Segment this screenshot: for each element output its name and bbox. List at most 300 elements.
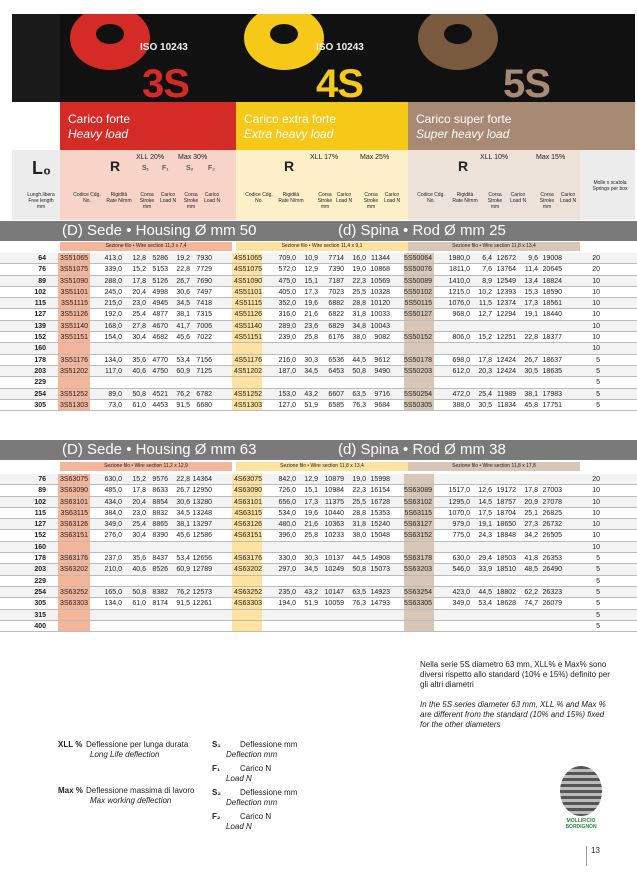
table-cell: 12374 <box>496 300 516 308</box>
table-cell: 434,0 <box>104 498 122 506</box>
free-length-cell: 178 <box>34 555 46 563</box>
table-cell: 26732 <box>542 521 562 529</box>
free-length-cell: 127 <box>34 311 46 319</box>
table-cell: 4945 <box>152 300 168 308</box>
table-cell: 5126 <box>152 277 168 285</box>
table-cell: 50,8 <box>352 367 366 375</box>
table-cell: 51,9 <box>304 401 318 409</box>
table-cell: 127,0 <box>278 401 296 409</box>
table-cell: 38,1 <box>176 521 190 529</box>
hero-5s <box>408 14 635 102</box>
table-cell: 3S63151 <box>59 532 88 540</box>
table-cell: 339,0 <box>104 266 122 274</box>
table-cell: 1811,0 <box>449 266 470 274</box>
table-cell: 26,7 <box>524 356 538 364</box>
table-cell: 3S63090 <box>59 487 88 495</box>
table-row <box>0 264 637 275</box>
table-cell: 8174 <box>152 600 168 608</box>
free-length-cell: 315 <box>34 611 46 619</box>
table-cell: 384,0 <box>104 509 122 517</box>
free-length-cell: 160 <box>34 543 46 551</box>
table-cell: 5 <box>596 611 600 619</box>
table-cell: 612,0 <box>452 367 470 375</box>
table-cell: 20,4 <box>132 498 146 506</box>
table-cell: 7690 <box>196 277 212 285</box>
table-cell: 4S51126 <box>234 311 262 319</box>
table-cell: 27,3 <box>524 521 538 529</box>
table-cell: 25,5 <box>352 498 366 506</box>
table-cell: 10033 <box>370 311 390 319</box>
table-row <box>0 485 637 496</box>
table-cell: 19,6 <box>304 300 318 308</box>
table-cell: 12549 <box>496 277 516 285</box>
table-cell: 7315 <box>196 311 212 319</box>
table-cell: 630,0 <box>104 476 122 483</box>
table-cell: 7930 <box>196 255 212 262</box>
table-cell: 38,1 <box>524 390 538 398</box>
table-cell: 7497 <box>196 288 212 296</box>
table-cell: 10 <box>592 521 600 529</box>
table-cell: 979,0 <box>452 521 470 529</box>
table-cell: 5 <box>596 401 600 409</box>
free-length-label: Lungh.libera Free length mm <box>27 192 55 210</box>
table-cell: 26,7 <box>176 487 190 495</box>
table-cell: 14,5 <box>478 498 492 506</box>
free-length-cell: 203 <box>34 566 46 574</box>
free-length-cell: 115 <box>34 509 46 517</box>
table-cell: 10137 <box>324 555 344 563</box>
section1-band <box>0 221 637 241</box>
table-cell: 210,0 <box>104 566 122 574</box>
legend-s2: S₂ Deflessione mm Deflection mm <box>212 788 298 807</box>
table-cell: 6680 <box>196 401 212 409</box>
table-cell: 34,5 <box>304 367 318 375</box>
table-cell: 4S51252 <box>233 390 262 398</box>
table-cell: 20,9 <box>524 498 538 506</box>
table-cell: 11,4 <box>524 266 538 274</box>
table-cell: 3S51303 <box>59 401 88 409</box>
spring-5s-image <box>418 14 498 70</box>
table-cell: 19,0 <box>352 266 366 274</box>
table-cell: 18503 <box>496 555 516 563</box>
table-cell: 15240 <box>370 521 390 529</box>
table-cell: 485,0 <box>104 487 122 495</box>
table-cell: 91,5 <box>176 600 190 608</box>
table-cell: 194,0 <box>278 600 296 608</box>
table-cell: 10 <box>592 300 600 308</box>
table-cell: 12393 <box>496 288 516 296</box>
free-length-cell: 115 <box>34 300 46 308</box>
table-cell: 6829 <box>328 322 344 330</box>
table-cell: 16728 <box>370 498 390 506</box>
logo-text: MOLLIFICIO BORDIGNON <box>565 818 597 830</box>
table-cell: 14923 <box>370 588 390 596</box>
table-cell: 9,6 <box>528 255 538 262</box>
table-cell: 9576 <box>152 476 168 483</box>
table-cell: 12586 <box>192 532 212 540</box>
table-cell: 19,1 <box>478 521 492 529</box>
table-cell: 41,7 <box>176 322 190 330</box>
load-3s: Carico forte Heavy load <box>60 102 236 150</box>
free-length-cell: 229 <box>34 577 46 585</box>
code-5s: 5S <box>503 62 550 102</box>
table-cell: 388,0 <box>452 401 470 409</box>
table-cell: 8,9 <box>482 277 492 285</box>
table-cell: 91,5 <box>176 401 190 409</box>
table-cell: 30,6 <box>176 288 190 296</box>
table-row <box>0 576 637 587</box>
table-cell: 215,0 <box>104 300 122 308</box>
table-row <box>0 587 637 598</box>
housing-50: (D) Sede • Housing Ø mm 50 <box>62 222 257 239</box>
table-cell: 806,0 <box>452 334 470 342</box>
table-cell: 9612 <box>374 356 390 364</box>
table-cell: 5 <box>596 367 600 375</box>
code-3s: 3S <box>142 62 189 102</box>
table-cell: 5 <box>596 390 600 398</box>
free-length-cell: 127 <box>34 521 46 529</box>
table-cell: 43,2 <box>304 588 318 596</box>
table-cell: 22,3 <box>352 487 366 495</box>
table-cell: 656,0 <box>278 498 296 506</box>
table-cell: 18757 <box>496 498 516 506</box>
table-cell: 10043 <box>370 322 390 330</box>
table-row <box>0 553 637 564</box>
table-cell: 18824 <box>542 277 562 285</box>
table-cell: 5 <box>596 566 600 574</box>
table-cell: 10 <box>592 487 600 495</box>
table-row <box>0 276 637 287</box>
table-cell: 25,5 <box>352 288 366 296</box>
table-cell: 4S51176 <box>234 356 262 364</box>
logo-spring-image <box>560 766 602 816</box>
hero-edge <box>12 14 60 102</box>
table-cell: 3S51140 <box>60 322 88 330</box>
table-cell: 12,7 <box>478 311 492 319</box>
table-cell: 19,0 <box>352 476 366 483</box>
table-cell: 5S63089 <box>403 487 432 495</box>
table-cell: 19,6 <box>304 509 318 517</box>
table-cell: 12424 <box>496 356 516 364</box>
table-cell: 17,8 <box>132 487 146 495</box>
table-cell: 3S51075 <box>59 266 88 274</box>
table-cell: 4S63176 <box>233 555 262 563</box>
table-cell: 10363 <box>324 521 344 529</box>
table-cell: 5S63152 <box>403 532 432 540</box>
free-length-cell: 102 <box>34 288 46 296</box>
table-cell: 10 <box>592 498 600 506</box>
table-row <box>0 298 637 309</box>
table-cell: 4S63303 <box>233 600 262 608</box>
table-cell: 18650 <box>496 521 516 529</box>
table-cell: 12,9 <box>304 476 318 483</box>
table-cell: 4S63075 <box>233 476 262 483</box>
table-cell: 8390 <box>152 532 168 540</box>
table-cell: 22,8 <box>176 266 190 274</box>
table-cell: 12261 <box>192 600 212 608</box>
table-cell: 14364 <box>192 476 212 483</box>
table-cell: 25,1 <box>524 509 538 517</box>
table-row <box>0 400 637 411</box>
table-cell: 4S51065 <box>233 255 262 262</box>
table-cell: 12789 <box>192 566 212 574</box>
table-cell: 5 <box>596 622 600 630</box>
table-cell: 10 <box>592 509 600 517</box>
table-cell: 19,2 <box>176 255 190 262</box>
table-cell: 10 <box>592 334 600 342</box>
table-cell: 8526 <box>152 566 168 574</box>
table-cell: 19008 <box>542 255 562 262</box>
table-cell: 5 <box>596 600 600 608</box>
table-cell: 43,2 <box>304 390 318 398</box>
table-cell: 3S51176 <box>60 356 88 364</box>
table-row <box>0 530 637 541</box>
table-cell: 48,5 <box>524 566 538 574</box>
table-cell: 276,0 <box>104 532 122 540</box>
table-row <box>0 598 637 609</box>
table-cell: 8854 <box>152 498 168 506</box>
table-cell: 19172 <box>496 487 516 495</box>
table-cell: 9684 <box>374 401 390 409</box>
table-cell: 14908 <box>370 555 390 563</box>
table-cell: 44,5 <box>478 588 492 596</box>
table-cell: 5S63115 <box>404 509 432 517</box>
table-cell: 44,5 <box>352 356 366 364</box>
table-cell: 4S51075 <box>233 266 262 274</box>
table-cell: 10984 <box>324 487 344 495</box>
table-cell: 31,8 <box>352 521 366 529</box>
table-cell: 38,1 <box>176 311 190 319</box>
table-cell: 4682 <box>152 334 168 342</box>
table-cell: 13280 <box>192 498 212 506</box>
free-length-cell: 305 <box>34 401 46 409</box>
table-cell: 5S63102 <box>403 498 432 506</box>
hero-banner <box>12 14 635 102</box>
table-cell: 245,0 <box>104 288 122 296</box>
table-cell: 5S50152 <box>403 334 432 342</box>
table-cell: 187,0 <box>278 367 296 375</box>
table-cell: 352,0 <box>278 300 296 308</box>
table-cell: 3S51101 <box>60 288 88 296</box>
housing-63: (D) Sede • Housing Ø mm 63 <box>62 441 257 458</box>
table-cell: 630,0 <box>452 555 470 563</box>
table-cell: 5 <box>596 588 600 596</box>
table-cell: 10 <box>592 543 600 551</box>
table-cell: 316,0 <box>278 311 296 319</box>
table-cell: 17983 <box>542 390 562 398</box>
table-cell: 26,7 <box>176 277 190 285</box>
legend-max: Max % Deflessione massima di lavoro Max working deflection <box>58 786 195 805</box>
table-cell: 134,0 <box>104 356 122 364</box>
table-cell: 10440 <box>324 509 344 517</box>
table-cell: 5S50254 <box>403 390 432 398</box>
table-cell: 35,6 <box>132 555 146 563</box>
table-cell: 31,8 <box>352 311 366 319</box>
table-row <box>0 366 637 377</box>
table-cell: 10233 <box>324 532 344 540</box>
free-length-cell: 89 <box>38 487 46 495</box>
table-cell: 20 <box>592 255 600 262</box>
code-4s: 4S <box>316 62 363 102</box>
table-cell: 11375 <box>325 498 344 506</box>
table-cell: 44,5 <box>352 555 366 563</box>
table-cell: 62,2 <box>524 588 538 596</box>
table-cell: 17751 <box>542 401 562 409</box>
table-cell: 53,4 <box>176 555 190 563</box>
table-cell: 13,4 <box>524 277 538 285</box>
free-length-cell: 178 <box>34 356 46 364</box>
table-cell: 842,0 <box>278 476 296 483</box>
table-cell: 216,0 <box>278 356 296 364</box>
table-cell: 6,4 <box>482 255 492 262</box>
table-cell: 8832 <box>152 509 168 517</box>
table-cell: 15,1 <box>304 277 318 285</box>
table-cell: 168,0 <box>104 322 122 330</box>
table-cell: 8865 <box>152 521 168 529</box>
table-cell: 45,6 <box>176 532 190 540</box>
table-cell: 7156 <box>196 356 212 364</box>
table-cell: 76,3 <box>352 401 366 409</box>
table-cell: 25,4 <box>132 521 146 529</box>
section2-band <box>0 440 637 460</box>
table-cell: 15073 <box>370 566 390 574</box>
table-cell: 18377 <box>542 334 562 342</box>
table-cell: 34,2 <box>524 532 538 540</box>
table-cell: 4S63202 <box>233 566 262 574</box>
table-cell: 6882 <box>328 300 344 308</box>
table-row <box>0 497 637 508</box>
free-length-cell: 160 <box>34 345 46 353</box>
table-cell: 968,0 <box>452 311 470 319</box>
table-cell: 34,8 <box>352 322 366 330</box>
table-cell: 8633 <box>152 487 168 495</box>
table-cell: 11344 <box>371 255 390 262</box>
table-cell: 1076,0 <box>448 300 470 308</box>
table-cell: 9490 <box>374 367 390 375</box>
table-cell: 50,8 <box>132 588 146 596</box>
legend-xll: XLL % Deflessione per lunga durata Long Life deflection <box>58 740 189 759</box>
table-cell: 61,0 <box>132 401 146 409</box>
table-cell: 18848 <box>496 532 516 540</box>
free-length-cell: 139 <box>34 322 46 330</box>
table-cell: 15048 <box>370 532 390 540</box>
table-cell: 349,0 <box>452 600 470 608</box>
table-cell: 3S51126 <box>60 311 88 319</box>
table-cell: 20 <box>592 476 600 483</box>
table-cell: 12672 <box>496 255 516 262</box>
table-cell: 17,5 <box>478 509 492 517</box>
table-cell: 289,0 <box>278 322 296 330</box>
table-cell: 18590 <box>542 288 562 296</box>
load-row <box>12 102 635 150</box>
table-cell: 26490 <box>542 566 562 574</box>
table-cell: 192,0 <box>104 311 122 319</box>
table-cell: 15,2 <box>478 334 492 342</box>
spring-3s-image <box>70 14 150 70</box>
load-4s: Carico extra forte Extra heavy load <box>236 102 408 150</box>
table-cell: 6453 <box>328 367 344 375</box>
table-cell: 7187 <box>328 277 344 285</box>
table-cell: 30,4 <box>132 532 146 540</box>
table-cell: 1517,0 <box>448 487 470 495</box>
table-cell: 17,3 <box>524 300 538 308</box>
table-cell: 5S50089 <box>403 277 432 285</box>
table-row <box>0 309 637 320</box>
table-cell: 288,0 <box>104 277 122 285</box>
table-row <box>0 332 637 343</box>
table-cell: 11,5 <box>478 300 492 308</box>
table-cell: 4453 <box>152 401 168 409</box>
table-cell: 10 <box>592 288 600 296</box>
table-cell: 41,8 <box>524 555 538 563</box>
table-cell: 4998 <box>152 288 168 296</box>
table-cell: 4670 <box>152 322 168 330</box>
free-length-cell: 76 <box>38 266 46 274</box>
table-cell: 12294 <box>496 311 516 319</box>
note-it: Nella serie 5S diametro 63 mm, XLL% e Max% sono diversi rispetto allo standard (10% e 15%) definito per gli altri diametri <box>420 660 610 689</box>
table-cell: 15,2 <box>132 266 146 274</box>
free-length-cell: 305 <box>34 600 46 608</box>
table-cell: 18704 <box>496 509 516 517</box>
table-cell: 7729 <box>196 266 212 274</box>
table-cell: 5S50115 <box>404 300 432 308</box>
table-cell: 4S63126 <box>233 521 262 529</box>
table-cell: 7006 <box>196 322 212 330</box>
table-cell: 6782 <box>196 390 212 398</box>
table-cell: 18440 <box>542 311 562 319</box>
table-cell: 27078 <box>542 498 562 506</box>
table-cell: 475,0 <box>278 277 296 285</box>
hero-3s <box>60 14 236 102</box>
table-cell: 12950 <box>192 487 212 495</box>
table-cell: 61,0 <box>132 600 146 608</box>
table-cell: 12251 <box>496 334 516 342</box>
table-row <box>0 377 637 388</box>
table-cell: 5S50076 <box>403 266 432 274</box>
table-cell: 3S51090 <box>59 277 88 285</box>
table-row <box>0 389 637 400</box>
table-row <box>0 610 637 621</box>
table-cell: 6607 <box>328 390 344 398</box>
table-row <box>0 508 637 519</box>
table-cell: 10879 <box>324 476 344 483</box>
table-cell: 237,0 <box>104 555 122 563</box>
table-cell: 35,6 <box>132 356 146 364</box>
iso-3s: ISO 10243 <box>140 42 188 53</box>
table-cell: 38,0 <box>352 532 366 540</box>
table-cell: 73,0 <box>108 401 122 409</box>
table-cell: 20 <box>592 266 600 274</box>
table-cell: 6822 <box>328 311 344 319</box>
table-cell: 117,0 <box>105 367 122 375</box>
table-cell: 33,9 <box>478 566 492 574</box>
table-cell: 9082 <box>374 334 390 342</box>
free-length-cell: 152 <box>34 532 46 540</box>
table-cell: 3S63176 <box>59 555 88 563</box>
table-cell: 1070,0 <box>448 509 470 517</box>
table-cell: 18635 <box>542 367 562 375</box>
table-cell: 60,9 <box>176 566 190 574</box>
table-cell: 165,0 <box>104 588 122 596</box>
free-length-cell: 400 <box>34 622 46 630</box>
table-cell: 27003 <box>542 487 562 495</box>
table-cell: 11834 <box>497 401 516 409</box>
table-cell: 11989 <box>497 390 516 398</box>
table-cell: 7390 <box>328 266 344 274</box>
table-cell: 30,5 <box>478 401 492 409</box>
table-row <box>0 343 637 354</box>
table-cell: 6585 <box>328 401 344 409</box>
